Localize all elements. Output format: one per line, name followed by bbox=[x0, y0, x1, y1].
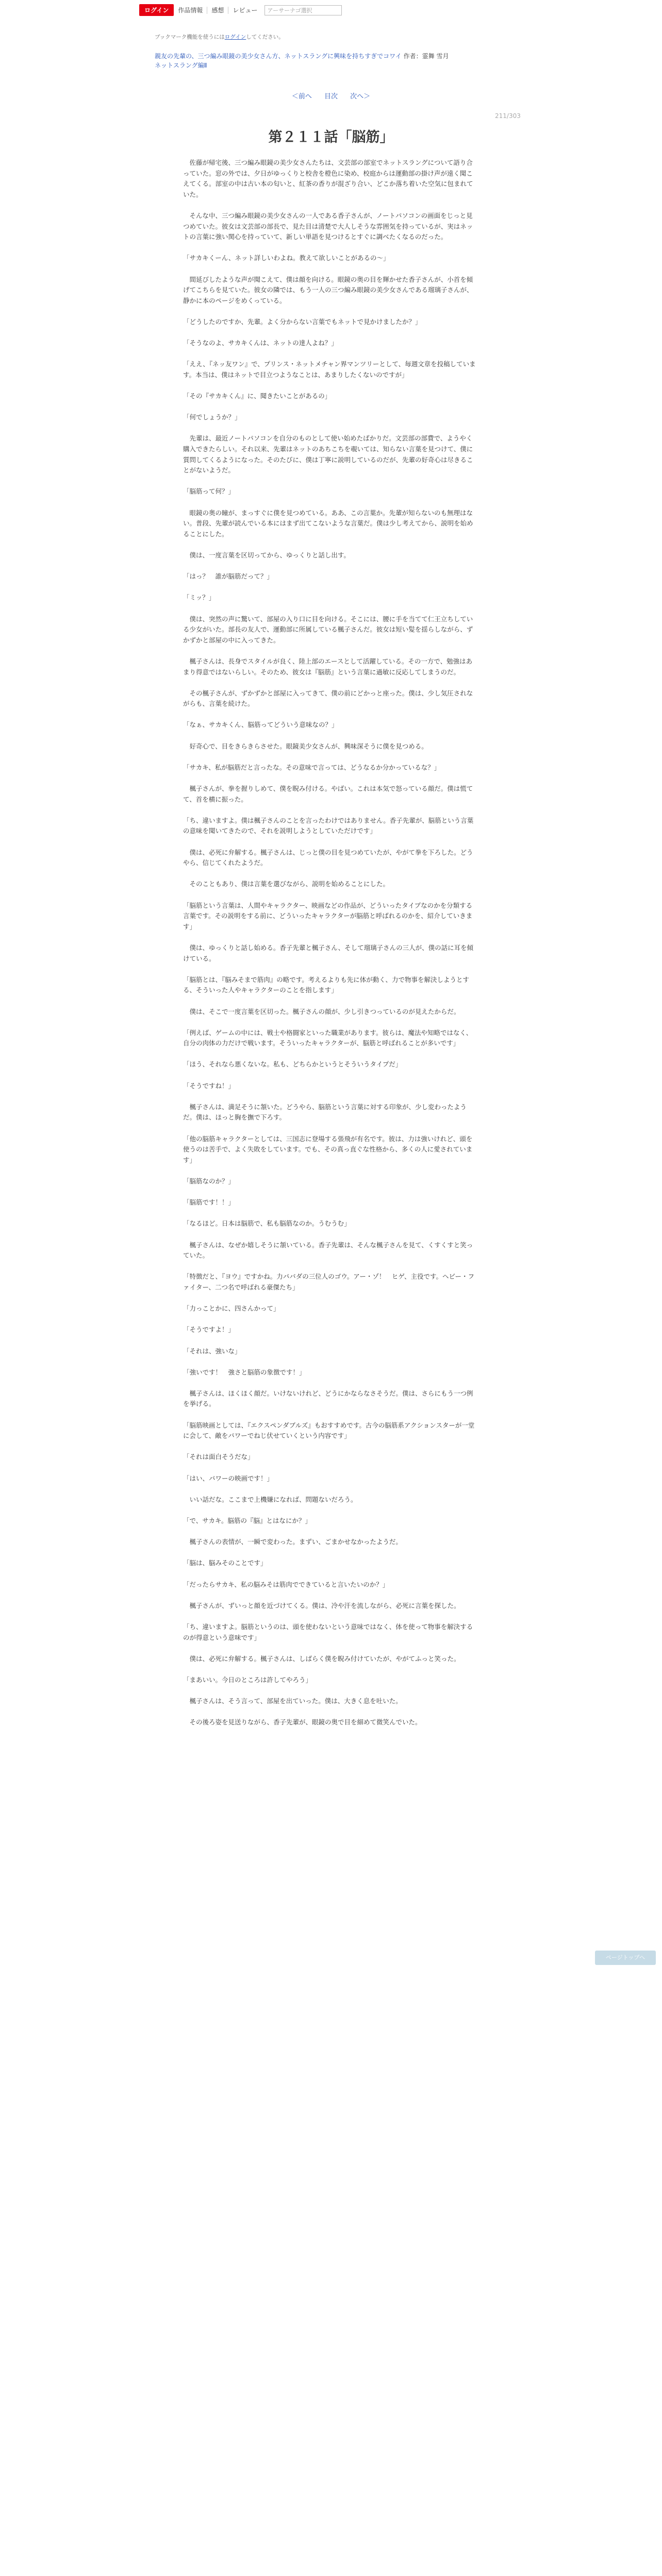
nav-item-review[interactable]: レビュー bbox=[233, 6, 258, 14]
chapter-title: 第２１１話「脳筋」 bbox=[268, 129, 394, 145]
bookmark-notice bbox=[155, 33, 284, 41]
body-paragraph: 「脳は、脳みそのことです」 bbox=[183, 1559, 267, 1567]
login-button[interactable]: ログイン bbox=[139, 4, 174, 16]
body-paragraph: 僕は、必死に弁解する。楓子さんは、じっと僕の目を見つめていたが、やがて拳を下ろした。どうやら、信じてくれたようだ。 bbox=[183, 848, 473, 867]
body-paragraph: 「それは、強いな」 bbox=[183, 1347, 241, 1355]
body-paragraph: 「そうなのよ、サカキくんは、ネットの達人よね？」 bbox=[183, 339, 338, 347]
body-paragraph: 僕は、ゆっくりと話し始める。香子先輩と楓子さん、そして瑠璃子さんの三人が、僕の話に耳を傾けている。 bbox=[183, 943, 474, 962]
body-paragraph: 「力っことかに、四さんかって」 bbox=[183, 1304, 280, 1313]
body-paragraph: 楓子さんが、拳を握りしめて、僕を睨み付ける。やばい。これは本気で怒っている顔だ。僕は慌てて、首を横に振った。 bbox=[183, 785, 473, 803]
breadcrumb bbox=[155, 52, 536, 70]
body-paragraph: 「脳筋映画としては、『エクスペンダブルズ』もおすすめです。古今の脳筋系アクションスターが一堂に会して、敵をパワーでねじ伏せていくという内容です」 bbox=[183, 1421, 475, 1440]
paragraph-spacer bbox=[183, 1229, 478, 1240]
paragraph-spacer bbox=[183, 243, 478, 253]
body-paragraph: 「脳筋なのか？」 bbox=[183, 1177, 235, 1185]
next-link[interactable]: 次へ＞ bbox=[350, 93, 371, 100]
body-paragraph: 楓子さんは、ほくほく顔だ。いけないけれど、どうにかならなさそうだ。僕は、さらにもう一つ例を挙げる。 bbox=[183, 1389, 473, 1408]
body-paragraph: 僕は、そこで一度言葉を区切った。楓子さんの顔が、少し引きつっているのが見えたからだ。 bbox=[183, 1007, 460, 1015]
paragraph-spacer bbox=[183, 1091, 478, 1102]
body-paragraph: 「特徴だと、『ヨウ』ですかね。力パバダの三位人のゴウ。アー・ゾ！ ヒゲ、主役です。ヘビー・ファイター、二つ名で呼ばれる豪傑たち」 bbox=[183, 1273, 475, 1291]
body-paragraph: 僕は、一度言葉を区切ってから、ゆっくりと話し出す。 bbox=[183, 551, 350, 559]
chapter-body bbox=[183, 158, 478, 1728]
body-paragraph: 「脳筋です！！」 bbox=[183, 1198, 235, 1207]
body-paragraph: 楓子さんは、満足そうに頷いた。どうやら、脳筋という言葉に対する印象が、少し変わったようだ。僕は、ほっと胸を撫で下ろす。 bbox=[183, 1103, 467, 1122]
paragraph-spacer bbox=[183, 264, 478, 275]
body-paragraph: 「ち、違いますよ。僕は楓子さんのことを言ったわけではありません。香子先輩が、脳筋という言葉の意味を聞いてきたので、それを説明しようとしていただけです」 bbox=[183, 816, 474, 835]
paragraph-spacer bbox=[183, 349, 478, 360]
notice-suffix: してください。 bbox=[246, 34, 284, 40]
paragraph-spacer bbox=[183, 582, 478, 593]
notice-login-link[interactable]: ログイン bbox=[224, 34, 246, 40]
paragraph-spacer bbox=[183, 709, 478, 720]
body-paragraph: 「例えば、ゲームの中には、戦士や格闘家といった職業があります。彼らは、魔法や知略ではなく、自分の肉体の力だけで戦います。そういったキャラクターが、脳筋と呼ばれることが多いです」 bbox=[183, 1028, 473, 1047]
body-paragraph: 「強いです！ 強さと脳筋の象徴です！」 bbox=[183, 1368, 306, 1376]
body-paragraph: 「どうしたのですか、先輩。よく分からない言葉でもネットで見かけましたか？」 bbox=[183, 317, 422, 326]
body-paragraph: 「サカキくーん、ネット詳しいわよね。教えて欲しいことがあるの～」 bbox=[183, 254, 390, 262]
paragraph-spacer bbox=[183, 805, 478, 816]
body-paragraph: 「脳筋って何？」 bbox=[183, 487, 235, 496]
paragraph-spacer bbox=[183, 328, 478, 338]
paragraph-spacer bbox=[183, 1590, 478, 1601]
page-number: 211/303 bbox=[495, 112, 521, 120]
paragraph-spacer bbox=[183, 539, 478, 550]
body-paragraph: 「ミッ？」 bbox=[183, 594, 216, 602]
body-paragraph: 「その『サカキくん』に、聞きたいことがあるの」 bbox=[183, 392, 332, 400]
paragraph-spacer bbox=[183, 890, 478, 901]
paragraph-spacer bbox=[183, 1293, 478, 1304]
paragraph-spacer bbox=[183, 1664, 478, 1675]
body-paragraph: 「まあいい。今日のところは許してやろう」 bbox=[183, 1675, 312, 1684]
paragraph-spacer bbox=[183, 1484, 478, 1495]
notice-prefix: ブックマーク機能を使うには bbox=[155, 34, 225, 40]
body-paragraph: 佐藤が帰宅後、三つ編み眼鏡の美少女さんたちは、文芸部の部室でネットスラングについて語り合っていた。窓の外では、夕日がゆっくりと校舎を橙色に染め、校庭からは運動部の掛け声が遠く聞こえてくる。部室の中は古い本の匂いと、紅茶の香りが混ざり合い、どこか落ち着いた空気に包まれていた。 bbox=[183, 159, 473, 198]
body-paragraph: そんな中、三つ編み眼鏡の美少女さんの一人である香子さんが、ノートパソコンの画面をじっと見つめていた。彼女は文芸部の部長で、見た目は清楚で大人しそうな雰囲気を持っているが、実はネットの言葉に強い関心を持っていて、新しい単語を見つけるとすぐに調べたくなるのだった。 bbox=[183, 211, 473, 241]
body-paragraph: 「脳筋とは、『脳みそまで筋肉』の略です。考えるよりも先に体が動く、力で物事を解決しようとする、そういった人やキャラクターのことを指します」 bbox=[183, 975, 470, 994]
paragraph-spacer bbox=[183, 1611, 478, 1622]
prev-link[interactable]: ＜前へ bbox=[291, 93, 312, 100]
body-paragraph: 楓子さんの表情が、一瞬で変わった。まずい、ごまかせなかったようだ。 bbox=[183, 1538, 402, 1546]
body-paragraph: 「なるほど。日本は脳筋で、私も脳筋なのか。うむうむ」 bbox=[183, 1219, 351, 1228]
body-paragraph: 「そうですよ！」 bbox=[183, 1326, 235, 1334]
body-paragraph: 「はっ？ 誰が脳筋だって？」 bbox=[183, 572, 274, 581]
paragraph-spacer bbox=[183, 200, 478, 211]
body-paragraph: 好奇心で、目をきらきらさせた。眼鏡美少女さんが、興味深そうに僕を見つめる。 bbox=[183, 742, 428, 750]
body-paragraph: 眼鏡の奥の瞳が、まっすぐに僕を見つめている。ああ、この言葉か。先輩が知らないのも無理はない。普段、先輩が読んでいる本にはまず出てこないような言葉だ。僕は少し考えてから、説明を始めることにした。 bbox=[183, 509, 473, 538]
body-paragraph: 先輩は、最近ノートパソコンを自分のものとして使い始めたばかりだ。文芸部の部費で、ようやく購入できたらしい。それ以来、先輩はネットのあちこちを覗いては、知らない言葉を見つけて、僕に質問してくるようになった。そのたびに、僕は丁寧に説明しているのだが、先輩の好奇心は尽きることがないようだ。 bbox=[183, 434, 473, 474]
search-input[interactable]: アーサーナゴ選択 bbox=[264, 5, 342, 15]
body-paragraph: 「なぁ、サカキくん、脳筋ってどういう意味なの？」 bbox=[183, 721, 338, 729]
paragraph-spacer bbox=[183, 402, 478, 413]
paragraph-spacer bbox=[183, 1335, 478, 1346]
paragraph-spacer bbox=[183, 1527, 478, 1537]
paragraph-spacer bbox=[183, 1070, 478, 1081]
paragraph-spacer bbox=[183, 1187, 478, 1198]
paragraph-spacer bbox=[183, 964, 478, 975]
paragraph-spacer bbox=[183, 1208, 478, 1219]
paragraph-spacer bbox=[183, 646, 478, 656]
body-paragraph: 楓子さんは、長身でスタイルが良く、陸上部のエースとして活躍している。その一方で、勉強はあまり得意ではないらしい。そのため、彼女は『脳筋』という言葉に過敏に反応してしまうのだ。 bbox=[183, 657, 473, 676]
paragraph-spacer bbox=[183, 1314, 478, 1325]
chapter-pager bbox=[0, 91, 662, 100]
paragraph-spacer bbox=[183, 1707, 478, 1718]
paragraph-spacer bbox=[183, 306, 478, 317]
body-paragraph: 「ほう、それなら悪くないな。私も、どちらかというとそういうタイプだ」 bbox=[183, 1060, 402, 1069]
body-paragraph: 「他の脳筋キャラクターとしては、三国志に登場する張飛が有名です。彼は、力は強いけれど、頭を使うのは苦手で、よく失敗をしています。でも、その真っ直ぐな性格から、多くの人に愛されています」 bbox=[183, 1134, 473, 1164]
nav-item-impressions[interactable]: 感想 bbox=[207, 7, 228, 14]
paragraph-spacer bbox=[183, 677, 478, 688]
paragraph-spacer bbox=[183, 1123, 478, 1134]
paragraph-spacer bbox=[183, 1569, 478, 1580]
paragraph-spacer bbox=[183, 423, 478, 434]
body-paragraph: 「何でしょうか？」 bbox=[183, 413, 241, 421]
paragraph-spacer bbox=[183, 1378, 478, 1388]
body-paragraph: 「脳筋という言葉は、人間やキャラクター、映画などの作品が、どういったタイプなのかを分類する言葉です。その説明をする前に、どういったキャラクターが脳筋と呼ばれるのかを、紹介していきます」 bbox=[183, 901, 473, 930]
body-paragraph: いい話だな。ここまで上機嫌になれば、問題ないだろう。 bbox=[183, 1495, 357, 1503]
paragraph-spacer bbox=[183, 1463, 478, 1473]
author-label[interactable]: 作者：霊舞 雪月 bbox=[403, 53, 449, 60]
paragraph-spacer bbox=[183, 869, 478, 879]
paragraph-spacer bbox=[183, 1686, 478, 1697]
section-link[interactable]: ネットスラング編Ⅱ bbox=[155, 62, 207, 69]
paragraph-spacer bbox=[183, 497, 478, 508]
paragraph-spacer bbox=[183, 1017, 478, 1028]
paragraph-spacer bbox=[183, 932, 478, 943]
body-paragraph: 「ち、違いますよ。脳筋というのは、頭を使わないという意味ではなく、体を使って物事を解決するのが得意という意味です」 bbox=[183, 1622, 473, 1641]
top-nav bbox=[139, 4, 342, 16]
body-paragraph: 「サカキ、私が脳筋だと言ったな。その意味で言っては、どうなるか分かっているな？」 bbox=[183, 763, 441, 771]
paragraph-spacer bbox=[183, 1643, 478, 1654]
paragraph-spacer bbox=[183, 996, 478, 1007]
body-paragraph: 「はい、パワーの映画です！」 bbox=[183, 1474, 274, 1482]
paragraph-spacer bbox=[183, 561, 478, 572]
paragraph-spacer bbox=[183, 476, 478, 487]
body-paragraph: 「そうですね！」 bbox=[183, 1081, 235, 1090]
body-paragraph: そのこともあり、僕は言葉を選びながら、説明を始めることにした。 bbox=[183, 880, 390, 888]
body-paragraph: 「それは面白そうだな」 bbox=[183, 1453, 254, 1461]
paragraph-spacer bbox=[183, 1049, 478, 1060]
paragraph-spacer bbox=[183, 773, 478, 784]
body-paragraph: その後ろ姿を見送りながら、香子先輩が、眼鏡の奥で目を細めて微笑んでいた。 bbox=[183, 1718, 422, 1726]
paragraph-spacer bbox=[183, 1165, 478, 1176]
paragraph-spacer bbox=[183, 752, 478, 762]
body-paragraph: 「だったらサカキ、私の脳みそは筋肉でできていると言いたいのか？」 bbox=[183, 1580, 389, 1588]
body-paragraph: 楓子さんは、そう言って、部屋を出ていった。僕は、大きく息を吐いた。 bbox=[183, 1697, 402, 1705]
toc-link[interactable]: 目次 bbox=[324, 93, 338, 100]
body-paragraph: 「ええ、『ネッ友ワン』で、プリンス・ネットメチャン界マンツリーとして、毎週文章を投稿しています。本当は、僕はネットで目立つようなことは、あまりしたくないのですが」 bbox=[183, 360, 476, 379]
paragraph-spacer bbox=[183, 1357, 478, 1367]
series-title-link[interactable]: 親友の先輩の、三つ編み眼鏡の美少女さん方、ネットスラングに興味を持ちすぎでコワイ bbox=[155, 53, 402, 60]
body-paragraph: 間延びしたような声が聞こえて、僕は顔を向ける。眼鏡の奥の目を輝かせた香子さんが、小首を傾げてこちらを見ていた。彼女の隣では、もう一人の三つ編み眼鏡の美少女さんである瑠璃子さんが、静かに本のページをめくっている。 bbox=[183, 275, 473, 304]
paragraph-spacer bbox=[183, 1505, 478, 1516]
paragraph-spacer bbox=[183, 1261, 478, 1272]
paragraph-spacer bbox=[183, 380, 478, 391]
paragraph-spacer bbox=[183, 603, 478, 614]
paragraph-spacer bbox=[183, 1548, 478, 1558]
paragraph-spacer bbox=[183, 1410, 478, 1420]
page-top-button[interactable]: ページトップへ bbox=[595, 1951, 656, 1965]
paragraph-spacer bbox=[183, 731, 478, 741]
body-paragraph: 僕は、必死に弁解する。楓子さんは、しばらく僕を睨み付けていたが、やがてふっと笑った。 bbox=[183, 1654, 460, 1663]
body-paragraph: 楓子さんが、ずいっと顔を近づけてくる。僕は、冷や汗を流しながら、必死に言葉を探した。 bbox=[183, 1601, 460, 1609]
body-paragraph: 楓子さんは、なぜか嬉しそうに頷いている。香子先輩は、そんな楓子さんを見て、くすくすと笑っていた。 bbox=[183, 1241, 473, 1260]
paragraph-spacer bbox=[183, 837, 478, 848]
nav-item-work-info[interactable]: 作品情報 bbox=[174, 7, 207, 14]
body-paragraph: 「で、サカキ。脳筋の『脳』とはなにか？」 bbox=[183, 1517, 312, 1524]
body-paragraph: その楓子さんが、ずかずかと部屋に入ってきて、僕の前にどかっと座った。僕は、少し気圧されながらも、言葉を続けた。 bbox=[183, 689, 473, 708]
paragraph-spacer bbox=[183, 1442, 478, 1452]
top-bar bbox=[0, 0, 662, 19]
body-paragraph: 僕は、突然の声に驚いて、部屋の入り口に目を向ける。そこには、腰に手を当てて仁王立ちしている少女がいた。部長の友人で、運動部に所属している楓子さんだ。彼女は短い髪を揺らしながら、ずかずかと部屋の中に入ってきた。 bbox=[183, 615, 473, 644]
